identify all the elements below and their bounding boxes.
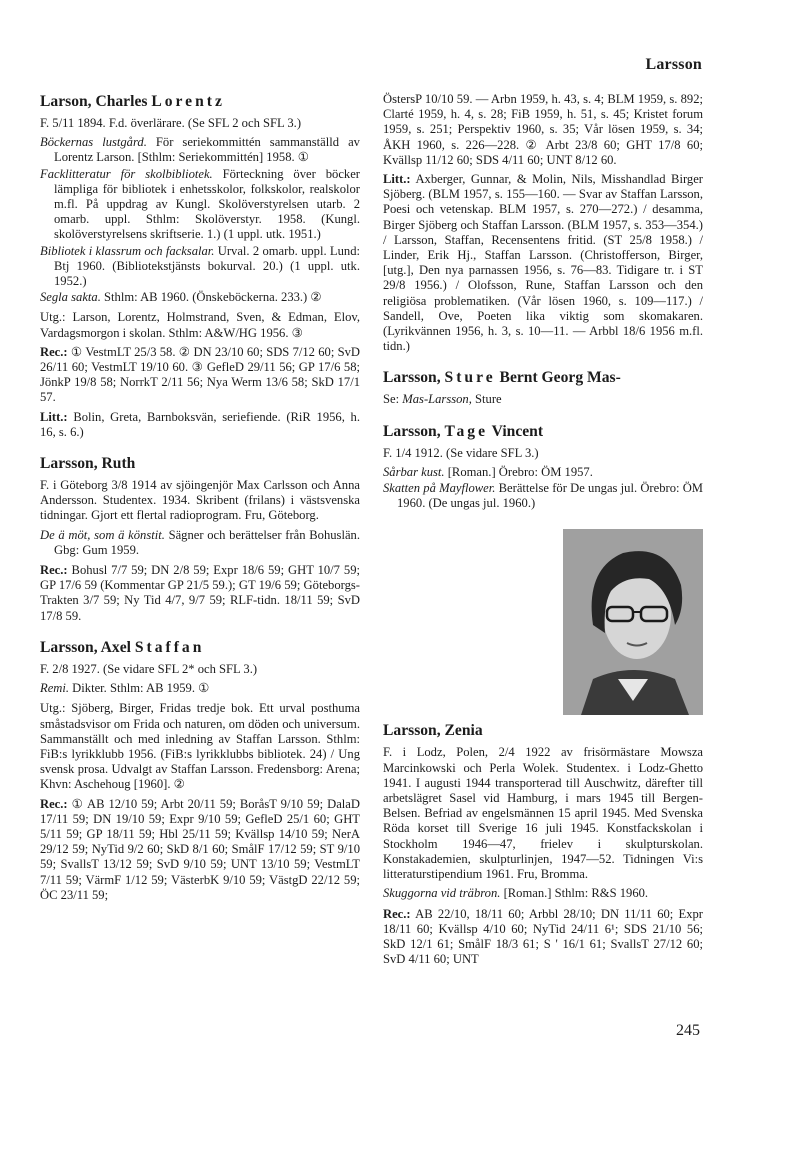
- literature: [383, 172, 703, 354]
- entry-axel-staffan-continued: [383, 92, 703, 354]
- work-item: [40, 681, 360, 696]
- entry-axel-staffan-larsson: [40, 638, 360, 903]
- work-title: Skatten på Mayflower.: [383, 481, 496, 496]
- bio: F. 1/4 1912. (Se vidare SFL 3.): [383, 445, 539, 460]
- work-details: Berättelse för De ungas jul. Örebro: ÖM 1960. (De ungas jul. 1960.): [397, 481, 704, 511]
- bio: F. i Göteborg 3/8 1914 av sjöingenjör Max Carlsson och Anna Andersson. Studentex. 1934. Skribent (frilans) i västsvenska tidningar. Gjort ett flertal radioprogram. Fru, Göteborg.: [40, 478, 360, 523]
- work-item: [383, 886, 703, 901]
- work-item: [40, 244, 360, 290]
- reviews-text: ① AB 12/10 59; Arbt 20/11 59; BoråsT 9/10 59; DalaD 17/11 59; DN 19/10 59; Expr 9/10 59; GefleD 25/1 60; GHT 5/11 59; GP 18/11 59; Hbl 25/11 59; Kvällsp 14/10 59; NerA 29/12 59; NyTid 9/2 60; SkD 8/1 60; SmålF 17/12 59; ST 9/10 59; SvallsT 13/12 59; SvD 9/10 59; UNT 13/10 59; VestmLT 7/11 59; VärmF 1/12 59; VästerbK 9/10 59; VästgD 22/12 59; ÖC 23/11 59;: [40, 796, 360, 902]
- reviews: [40, 797, 360, 903]
- bio: F. i Lodz, Polen, 2/4 1922 av frisörmästare Mowsza Marcinkowski och Perla Wolek. Studentex. i Lodz-Ghetto 1941. I augusti 1944 transporterad till Auschwitz, därefter till arbetslägret Sasel vid Hamburg, i mars 1945 till Bergen-Belsen. Befriad av engelsmännen 15 april 1945. Med Svenska Röda korset till Sverige 16 juli 1945. Konstfackskolan i Stockholm 1946—47, frielev i skulpturskolan. Konstakademien, skulpturlinjen, 1947—52. Tidningen Vi:s litteraturstipendium 1961. Fru, Bromma.: [383, 745, 703, 882]
- literature-label: Litt.:: [40, 409, 68, 424]
- work-details: Urval. 2 omarb. uppl. Lund: Btj 1960. (Bibliotekstjänsts bokurval. 20.) (1 uppl. utk. 1952.): [54, 243, 360, 289]
- heading-spaced-name: Staffan: [134, 638, 205, 656]
- see-label: Se:: [383, 392, 403, 407]
- entry-heading: [40, 92, 360, 111]
- work-title: De ä möt, som ä könstit.: [40, 527, 165, 542]
- work-item: [40, 528, 360, 558]
- work-details: För seriekommittén sammanställd av Lorentz Larson. [Sthlm: Seriekommittén] 1958. ①: [54, 135, 360, 165]
- heading-name: Larsson, Axel: [40, 638, 135, 656]
- work-title: Facklitteratur för skolbibliotek.: [40, 166, 213, 181]
- entry-sture-larsson: [383, 368, 703, 407]
- work-title: Bibliotek i klassrum och facksalar.: [40, 243, 215, 258]
- literature-text: Bolin, Greta, Barnboksvän, seriefiende. (RiR 1956, h. 16, s. 6.): [40, 409, 360, 439]
- entry-tage-larsson: [383, 422, 703, 512]
- left-column: [40, 92, 360, 917]
- heading-name-rest: Vincent: [488, 422, 544, 440]
- see-rest: Sture: [471, 392, 502, 407]
- heading-name: Larsson,: [383, 422, 445, 440]
- reviews-label: Rec.:: [40, 796, 68, 811]
- literature-label: Litt.:: [383, 172, 411, 187]
- work-details: Sägner och berättelser från Bohuslän. Gbg: Gum 1959.: [54, 527, 360, 557]
- work-details: [Roman.] Örebro: ÖM 1957.: [444, 464, 593, 479]
- entry-heading: [383, 422, 703, 441]
- heading-spaced-name: Lorentz: [151, 93, 225, 110]
- work-details: Förteckning över böcker lämpliga för bibliotek i enhetsskolor, folkskolor, realskolor m.fl. På uppdrag av Kungl. Skolöverstyrelsen utarb. 2 omarb. uppl. Sthlm: Skolöverstyr. 1958. (Kungl. skolöverstyrelsens skriftserie. 1.) (1 uppl. utk. 1951.): [54, 166, 360, 242]
- reviews: [40, 345, 360, 406]
- see-reference: Mas-Larsson,: [402, 392, 472, 407]
- bio: F. 5/11 1894. F.d. överlärare. (Se SFL 2 och SFL 3.): [40, 116, 302, 130]
- literature-text: Axberger, Gunnar, & Molin, Nils, Misshandlad Birger Sjöberg. (BLM 1957, s. 155—160. — Svar av Staffan Larsson, Poesi och vetenskap. BLM 1957, s. 270—272.) / desamma, Birger Sjöberg och Staffan Larsson. (BLM 1957, s. 353—354.) / Larsson, Staffan, Recensentens fritid. (ST 25/8 1958.) / Linder, Erik Hj., Staffan Larsson. (Christofferson, Birger, [utg.], Den nya parnassen 1956, s. 76—83. Tidigare tr. i ST 29/8 1956.) / Olofsson, Rune, Staffan Larsson och den religiösa problematiken. (Vår lösen 1960, s. 109—117.) / Sandell, Ove, Poeten lika viktig som skomakaren. (Lyrikvännen 1956, h. 3, s. 10—11. — Arbbl 18/6 1956 m.fl. tidn.): [383, 172, 703, 354]
- work-title: Skuggorna vid träbron.: [383, 886, 501, 901]
- work-item: [40, 167, 360, 243]
- entry-charles-lorentz-larson: [40, 92, 360, 440]
- work-details: Sthlm: AB 1960. (Önskeböckerna. 233.) ②: [100, 290, 322, 305]
- work-title: Sårbar kust.: [383, 464, 445, 479]
- reviews-text: Bohusl 7/7 59; DN 2/8 59; Expr 18/6 59; GHT 10/7 59; GP 17/6 59 (Kommentar GP 21/5 59.); GT 19/6 59; Göteborgs-Trakten 3/7 59; Ny Tid 4/7, 9/7 59; RLF-tidn. 18/11 59; SvD 17/8 59.: [40, 563, 360, 623]
- reviews-label: Rec.:: [40, 563, 68, 578]
- entry-heading: Larsson, Ruth: [40, 455, 136, 473]
- reviews-label: Rec.:: [40, 344, 68, 359]
- reviews: [40, 563, 360, 624]
- cross-reference: [383, 392, 703, 407]
- work-details: [Roman.] Sthlm: R&S 1960.: [500, 886, 649, 901]
- work-details: Dikter. Sthlm: AB 1959. ①: [69, 681, 210, 696]
- heading-spaced-name: Sture: [444, 369, 496, 387]
- work-title: Böckernas lustgård.: [40, 135, 147, 150]
- reviews-label: Rec.:: [383, 906, 411, 921]
- entry-heading: [40, 638, 360, 657]
- editor-note: Utg.: Sjöberg, Birger, Fridas tredje bok. Ett urval posthuma småstadsvisor om Frida och naturen, om döden och universum. Sammanställt och med inledning av Staffan Larsson. Sthlm: FiB:s lyrikklubb 1956. (FiB:s lyrikklubbs bibliotek. 24) / Ung svensk prosa. Udvalgt av Staffan Larsson. Fredensborg: Arena; Khvn: Aschehoug [1960]. ②: [40, 701, 360, 792]
- work-item: [383, 481, 703, 511]
- entry-heading: [383, 368, 703, 387]
- work-item: [40, 135, 360, 165]
- reviews-continued: ÖstersP 10/10 59. — Arbn 1959, h. 43, s. 4; BLM 1959, s. 892; Clarté 1959, h. 4, s. 28; FiB 1959, h. 51, s. 45; Kristet forum 1959, s. 251; Perspektiv 1960, s. 35; Vår lösen 1959, s. 34; ÅKH 1960, s. 226—228. ② Arbt 23/8 60; GHT 17/8 60; Kvällsp 11/12 60; SDS 4/11 60; UNT 8/12 60.: [383, 92, 703, 167]
- work-item: [383, 465, 703, 480]
- editor-note: Utg.: Larson, Lorentz, Holmstrand, Sven, & Edman, Elov, Vardagsmorgon i skolan. Sthlm: A&W/HG 1956. ③: [40, 310, 360, 340]
- reviews-text: ① VestmLT 25/3 58. ② DN 23/10 60; SDS 7/12 60; SvD 26/11 60; VestmLT 19/10 60. ③ GefleD 29/11 56; GP 17/6 58; JönkP 19/8 58; NorrkT 2/11 56; Nya Werm 13/6 58; SkD 17/1 57.: [40, 344, 360, 405]
- running-title: Larsson: [645, 56, 702, 73]
- page-number: 245: [676, 1022, 700, 1039]
- entry-ruth-larsson: [40, 454, 360, 624]
- heading-spaced-name: Tage: [444, 422, 489, 440]
- reviews-text: AB 22/10, 18/11 60; Arbbl 28/10; DN 11/11 60; Expr 18/11 60; Kvällsp 4/10 60; NyTid 24/11 6¹; SDS 21/10 56; SkD 12/1 61; SmålF 18/3 61; S ' 16/1 61; SvallsT 27/12 60; SvD 4/11 60; UNT: [383, 906, 703, 967]
- work-title: Segla sakta.: [40, 290, 101, 305]
- right-column: [383, 92, 703, 981]
- heading-name: Larson, Charles: [40, 93, 152, 110]
- literature: [40, 410, 360, 440]
- entry-heading: Larsson, Zenia: [383, 722, 483, 740]
- heading-name-rest: Bernt Georg Mas-: [495, 369, 621, 387]
- reviews: [383, 907, 703, 968]
- author-portrait-photo: [563, 529, 703, 715]
- entry-zenia-larsson: [383, 721, 703, 967]
- heading-name: Larsson,: [383, 369, 445, 387]
- work-title: Remi.: [40, 681, 70, 696]
- bio: F. 2/8 1927. (Se vidare SFL 2* och SFL 3.): [40, 661, 258, 676]
- work-item: [40, 290, 360, 305]
